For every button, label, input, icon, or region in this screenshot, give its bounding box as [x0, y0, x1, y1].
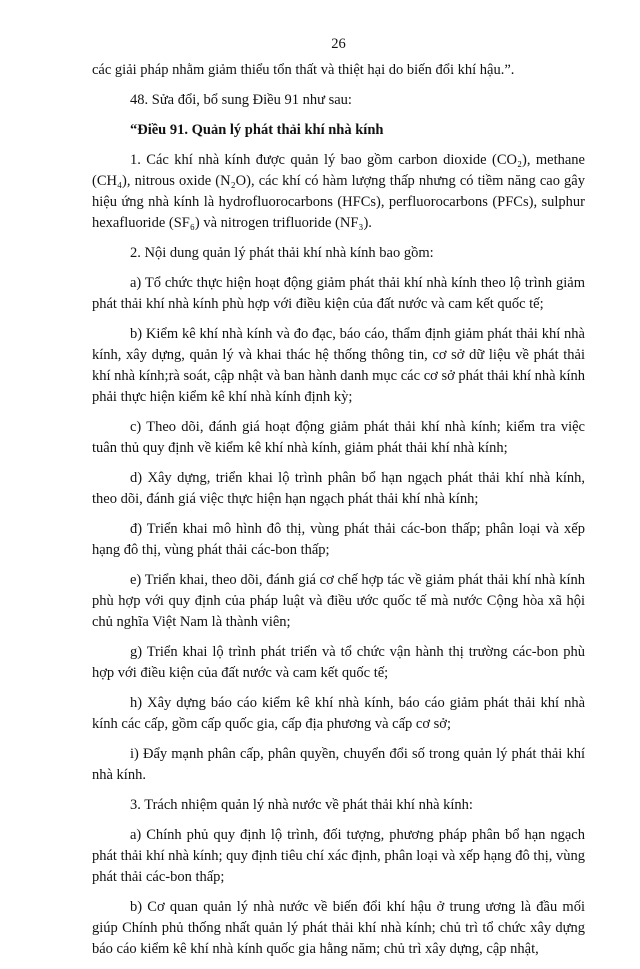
- paragraph-clause-1: 1. Các khí nhà kính được quản lý bao gồm carbon dioxide (CO₂), methane (CH₄), nitrous oxide (N₂O), các khí có hàm lượng thấp nhưng có tiềm năng cao gây hiệu ứng nhà kính là hydrofluorocarbons (HFCs), perfluorocarbons (PFCs), sulphur hexafluoride (SF₆) và nitrogen trifluoride (NF₃).: [92, 152, 585, 231]
- paragraph-clause-3: 3. Trách nhiệm quản lý nhà nước về phát thải khí nhà kính:: [130, 797, 473, 813]
- page-number: 26: [331, 36, 346, 52]
- paragraph-item-e: e) Triển khai, theo dõi, đánh giá cơ chế hợp tác về giảm phát thải khí nhà kính phù hợp với quy định của pháp luật và điều ước quốc tế mà nước Cộng hòa xã hội chủ nghĩa Việt Nam là thành viên;: [92, 572, 585, 630]
- paragraph-amendment-48: 48. Sửa đổi, bổ sung Điều 91 như sau:: [130, 92, 352, 108]
- paragraph-item-g: g) Triển khai lộ trình phát triển và tổ chức vận hành thị trường các-bon phù hợp với điều kiện của đất nước và cam kết quốc tế;: [92, 644, 585, 681]
- paragraph-item-a: a) Tổ chức thực hiện hoạt động giảm phát thải khí nhà kính theo lộ trình giảm phát thải khí nhà kính phù hợp với điều kiện của đất nước và cam kết quốc tế;: [92, 275, 585, 312]
- paragraph-item-d: d) Xây dựng, triển khai lộ trình phân bổ hạn ngạch phát thải khí nhà kính, theo dõi, đánh giá việc thực hiện hạn ngạch phát thải khí nhà kính;: [92, 470, 585, 507]
- paragraph-item-c: c) Theo dõi, đánh giá hoạt động giảm phát thải khí nhà kính; kiểm tra việc tuân thủ quy định về kiểm kê khí nhà kính, giảm phát thải khí nhà kính;: [92, 419, 585, 456]
- paragraph-item-dd: đ) Triển khai mô hình đô thị, vùng phát thải các-bon thấp; phân loại và xếp hạng đô thị, vùng phát thải các-bon thấp;: [92, 521, 585, 558]
- paragraph-clause-3-item-a: a) Chính phủ quy định lộ trình, đối tượng, phương pháp phân bổ hạn ngạch phát thải khí nhà kính; quy định tiêu chí xác định, phân loại và xếp hạng đô thị, vùng phát thải các-bon thấp;: [92, 827, 585, 885]
- paragraph-clause-2: 2. Nội dung quản lý phát thải khí nhà kính bao gồm:: [130, 245, 434, 261]
- paragraph-continuation: các giải pháp nhằm giảm thiểu tổn thất và thiệt hại do biến đổi khí hậu.”.: [92, 62, 515, 78]
- article-91-heading: “Điều 91. Quản lý phát thải khí nhà kính: [130, 122, 384, 138]
- paragraph-item-h: h) Xây dựng báo cáo kiểm kê khí nhà kính, báo cáo giảm phát thải khí nhà kính các cấp, gồm cấp quốc gia, cấp địa phương và cấp cơ sở;: [92, 695, 585, 732]
- paragraph-item-i: i) Đẩy mạnh phân cấp, phân quyền, chuyển đổi số trong quản lý phát thải khí nhà kính.: [92, 746, 585, 783]
- paragraph-item-b: b) Kiểm kê khí nhà kính và đo đạc, báo cáo, thẩm định giảm phát thải khí nhà kính, xây dựng, quản lý và khai thác hệ thống thông tin, cơ sở dữ liệu về phát thải khí nhà kính;rà soát, cập nhật và ban hành danh mục các cơ sở phát thải khí nhà kính phải thực hiện kiểm kê khí nhà kính định kỳ;: [92, 326, 585, 405]
- paragraph-clause-3-item-b: b) Cơ quan quản lý nhà nước về biến đổi khí hậu ở trung ương là đầu mối giúp Chính phủ thống nhất quản lý phát thải khí nhà kính; chủ trì tổ chức xây dựng báo cáo kiểm kê khí nhà kính quốc gia hằng năm; chủ trì xây dựng, cập nhật,: [92, 899, 585, 957]
- document-body: [92, 60, 585, 969]
